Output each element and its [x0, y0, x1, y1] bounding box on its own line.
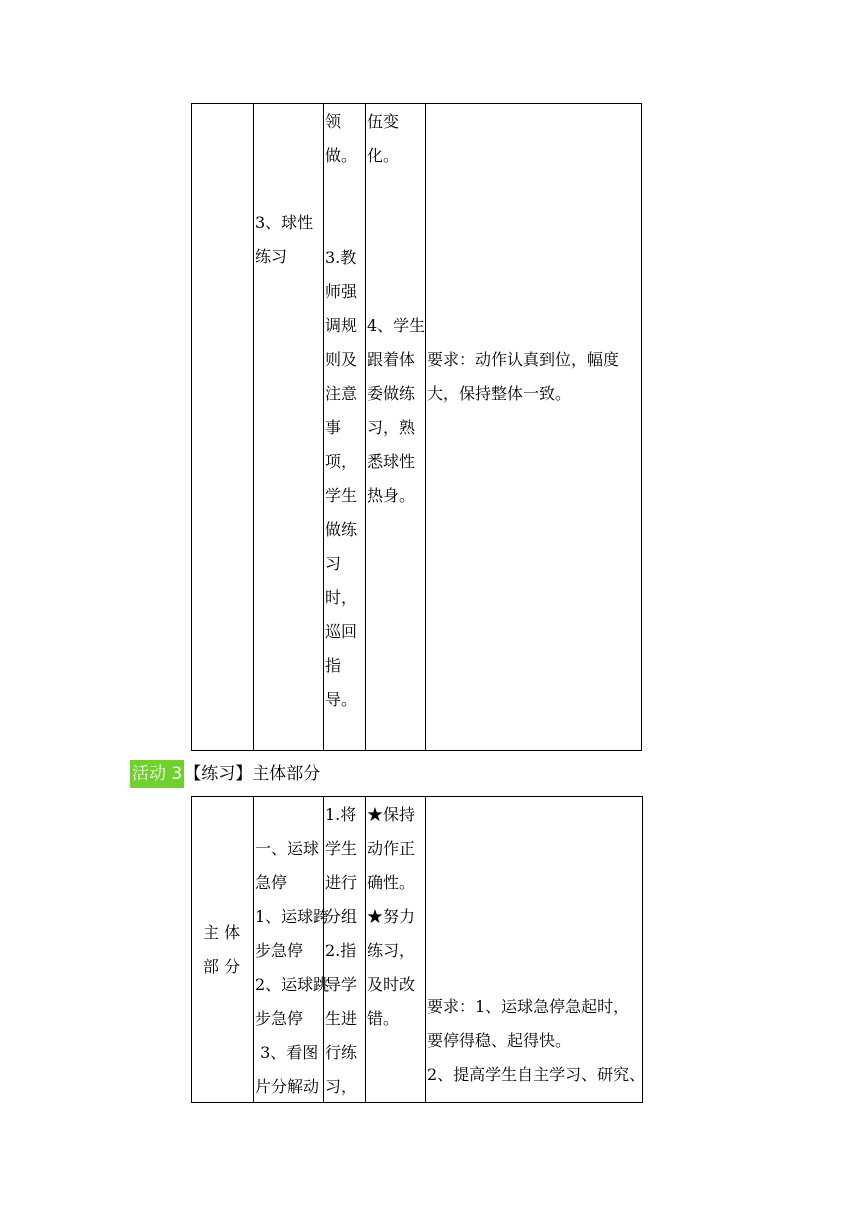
- teacher-line: 行练: [325, 1043, 358, 1062]
- requirement-line: 要求：动作认真到位，幅度: [427, 350, 620, 369]
- teacher-line: 时，: [325, 588, 358, 607]
- content-line: 2、运球跳: [255, 975, 330, 994]
- content-line: 一、运球: [255, 839, 320, 858]
- student-line: 化。: [367, 146, 400, 165]
- teacher-line: 做。: [325, 146, 358, 165]
- teacher-line: 领: [325, 112, 342, 131]
- table-top-divider-2: [323, 103, 324, 751]
- content-line: 片分解动: [255, 1077, 320, 1096]
- content-line: 步急停: [255, 941, 304, 960]
- ball-practice-label-2: 练习: [255, 247, 288, 266]
- teacher-line: 学生: [325, 839, 358, 858]
- teacher-line: 项，: [325, 452, 358, 471]
- teacher-line: 注意: [325, 384, 358, 403]
- student-line: 确性。: [367, 873, 416, 892]
- table-top-divider-3: [365, 103, 366, 751]
- table-bottom-divider-2: [323, 796, 324, 1103]
- ball-practice-label-1: 3、球性: [255, 213, 314, 232]
- teacher-line: 习: [325, 554, 342, 573]
- teacher-line: 做练: [325, 520, 358, 539]
- content-line: 急停: [255, 873, 288, 892]
- teacher-line: 巡回: [325, 622, 358, 641]
- heading-text: 【练习】主体部分: [184, 764, 321, 784]
- table-top-divider-1: [253, 103, 254, 751]
- teacher-line: 3.教: [325, 248, 357, 267]
- teacher-line: 1.将: [325, 805, 357, 824]
- student-line: 4、学生: [367, 316, 426, 335]
- table-bottom-divider-4: [425, 796, 426, 1103]
- main-part-label-2: 部 分: [203, 957, 241, 976]
- teacher-line: 学生: [325, 486, 358, 505]
- requirement-line: 2、提高学生自主学习、研究、: [427, 1065, 646, 1084]
- requirement-line: 要求：1、运球急停急起时，: [427, 997, 630, 1016]
- student-line: 及时改: [367, 975, 416, 994]
- main-part-label-1: 主 体: [203, 923, 241, 942]
- activity-highlight: 活动 3: [130, 760, 184, 788]
- teacher-line: 分组: [325, 907, 358, 926]
- content-line: 1、运球跨: [255, 907, 330, 926]
- teacher-line: 事: [325, 418, 342, 437]
- student-line: 动作正: [367, 839, 416, 858]
- table-bottom-divider-3: [365, 796, 366, 1103]
- teacher-line: 指: [325, 656, 342, 675]
- teacher-line: 则及: [325, 350, 358, 369]
- content-line: 3、看图: [255, 1043, 319, 1062]
- student-line: ★努力: [367, 907, 416, 926]
- student-line: ★保持: [367, 805, 416, 824]
- teacher-line: 进行: [325, 873, 358, 892]
- table-top-divider-4: [425, 103, 426, 751]
- teacher-line: 习，: [325, 1077, 358, 1096]
- teacher-line: 生进: [325, 1009, 358, 1028]
- teacher-line: 师强: [325, 282, 358, 301]
- student-line: 错。: [367, 1009, 400, 1028]
- table-top-border: [191, 103, 642, 751]
- teacher-line: 导。: [325, 690, 358, 709]
- section-heading: [130, 760, 320, 788]
- table-bottom-divider-1: [253, 796, 254, 1103]
- student-line: 练习，: [367, 941, 416, 960]
- student-line: 跟着体: [367, 350, 416, 369]
- student-line: 委做练: [367, 384, 416, 403]
- teacher-line: 2.指: [325, 941, 357, 960]
- teacher-line: 导学: [325, 975, 358, 994]
- content-line: 步急停: [255, 1009, 304, 1028]
- requirement-line: 要停得稳、起得快。: [427, 1031, 572, 1050]
- student-line: 伍变: [367, 112, 400, 131]
- requirement-line: 大，保持整体一致。: [427, 384, 572, 403]
- student-line: 悉球性: [367, 452, 416, 471]
- teacher-line: 调规: [325, 316, 358, 335]
- student-line: 习，熟: [367, 418, 416, 437]
- student-line: 热身。: [367, 486, 416, 505]
